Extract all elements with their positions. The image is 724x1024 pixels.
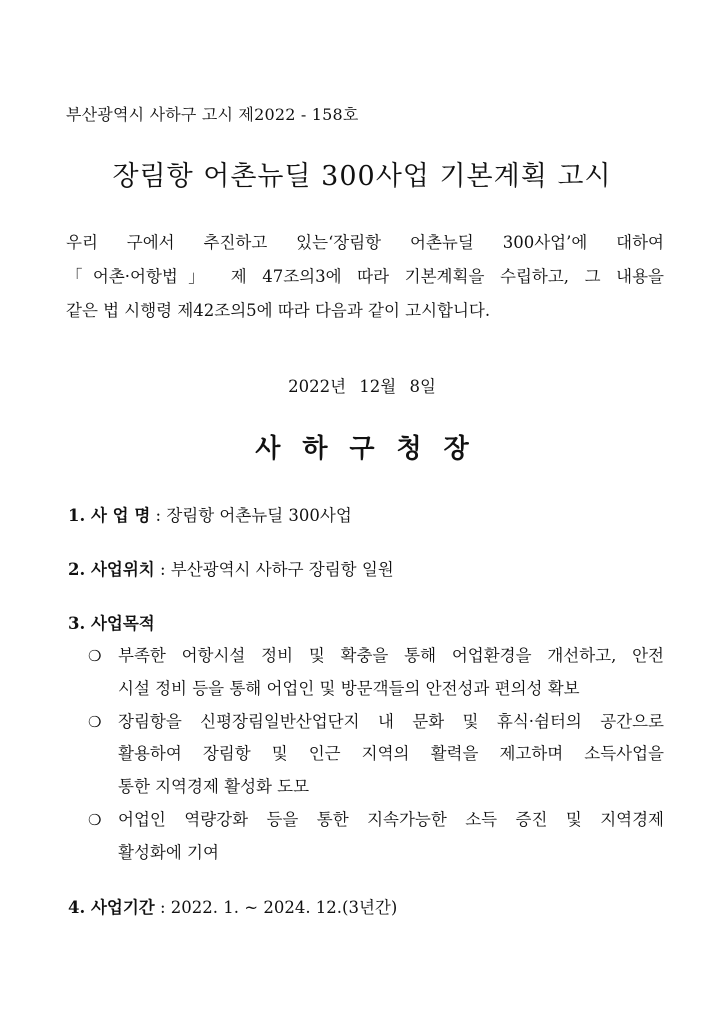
list-item-line: 통한 지역경제 활성화 도모	[118, 777, 310, 797]
intro-line: 우리 구에서 추진하고 있는‘장림항 어촌뉴딜 300사업’에 대하여	[66, 233, 664, 252]
section-label: 3. 사업목적	[68, 614, 155, 633]
section-purpose	[68, 610, 155, 634]
intro-line: 같은 법 시행령 제42조의5에 따라 다음과 같이 고시합니다.	[66, 301, 491, 320]
list-item	[88, 640, 664, 706]
list-item-line: 장림항을 신평장림일반산업단지 내 문화 및 휴식·쉼터의 공간으로	[118, 711, 664, 731]
section-project-name	[68, 502, 352, 526]
section-label: 2. 사업위치	[68, 560, 155, 579]
section-value: : 2022. 1. ~ 2024. 12.(3년간)	[154, 898, 398, 917]
circle-bullet-icon: ❍	[88, 810, 102, 829]
section-location	[68, 556, 394, 580]
circle-bullet-icon: ❍	[88, 712, 102, 731]
list-item	[88, 804, 664, 870]
circle-bullet-icon: ❍	[88, 647, 102, 665]
list-item-line: 어업인 역량강화 등을 통한 지속가능한 소득 증진 및 지역경제	[118, 809, 664, 829]
issuer-name: 사하구청장	[255, 434, 491, 464]
section-label: 1. 사 업 명	[68, 506, 151, 525]
list-item	[88, 706, 664, 804]
notice-number: 부산광역시 사하구 고시 제2022 - 158호	[66, 105, 359, 124]
section-period	[68, 894, 397, 918]
notice-date: 2022년 12월 8일	[288, 377, 436, 396]
list-item-line: 시설 정비 등을 통해 어업인 및 방문객들의 안전성과 편의성 확보	[118, 678, 580, 698]
list-item-line: 부족한 어항시설 정비 및 확충을 통해 어업환경을 개선하고, 안전	[118, 646, 664, 665]
purpose-list	[88, 640, 664, 870]
list-item-line: 활성화에 기여	[118, 842, 219, 862]
section-label: 4. 사업기간	[68, 898, 155, 917]
document-title: 장림항 어촌뉴딜 300사업 기본계획 고시	[112, 161, 612, 192]
intro-paragraph	[66, 226, 664, 328]
section-value: : 부산광역시 사하구 장림항 일원	[154, 560, 394, 579]
section-value: : 장림항 어촌뉴딜 300사업	[150, 506, 352, 525]
intro-line: 「어촌·어항법」 제 47조의3에 따라 기본계획을 수립하고, 그 내용을	[66, 267, 664, 286]
list-item-line: 활용하여 장림항 및 인근 지역의 활력을 제고하며 소득사업을	[118, 744, 664, 764]
